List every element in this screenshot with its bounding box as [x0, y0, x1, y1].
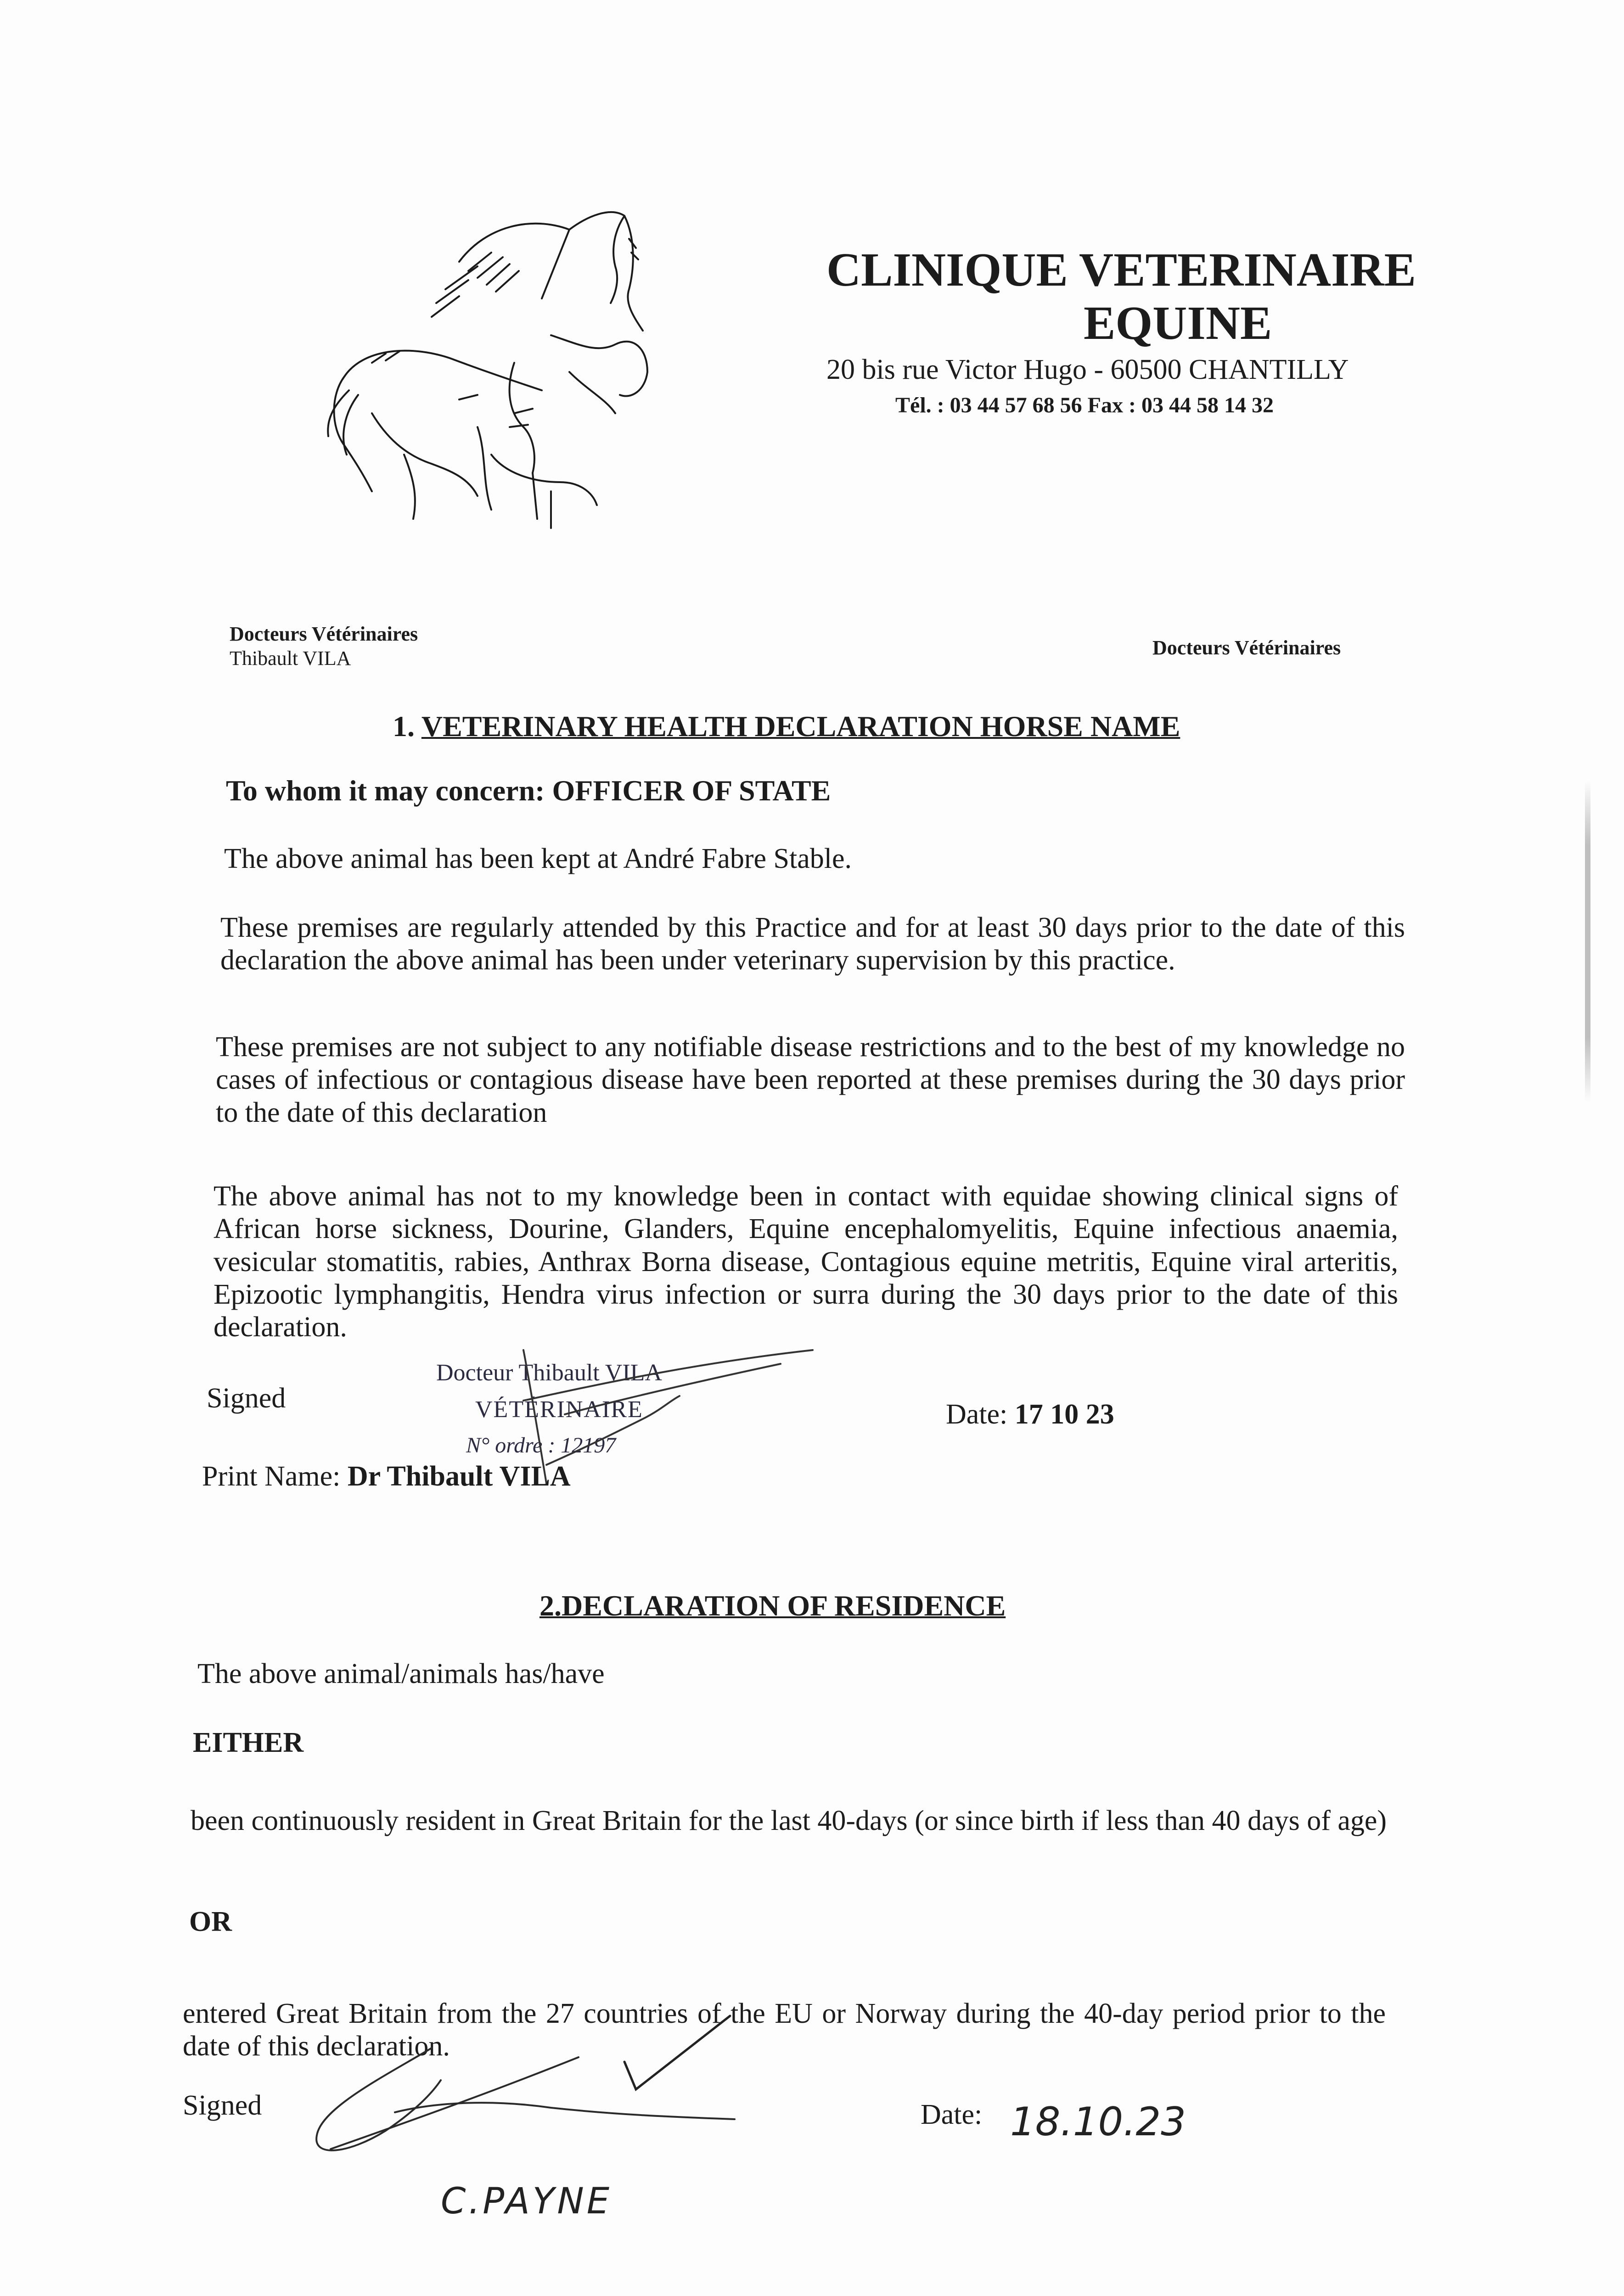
handwritten-name	[436, 2167, 647, 2232]
print-name	[202, 1460, 571, 1493]
stamp-line3: N° ordre : 12197	[466, 1433, 616, 1458]
option-resident: been continuously resident in Great Britain for the last 40-days (or since birth if less than 40 days of age)	[191, 1805, 1387, 1836]
section1-title	[393, 709, 1180, 743]
either-label: EITHER	[193, 1727, 304, 1758]
payne-signature	[294, 2039, 753, 2167]
clinic-phone-fax: Tél. : 03 44 57 68 56 Fax : 03 44 58 14 32	[895, 393, 1274, 417]
concern-line	[226, 774, 831, 808]
section2-intro: The above animal/animals has/have	[197, 1658, 605, 1689]
concern-value: OFFICER OF STATE	[552, 774, 831, 807]
scan-artifact	[1585, 781, 1590, 1102]
print-name-value: Dr Thibault VILA	[347, 1461, 571, 1492]
section2-date-handwritten	[1010, 2092, 1203, 2151]
handwritten-name-text: C.PAYNE	[441, 2181, 613, 2222]
section2-date-text: 18.10.23	[1010, 2099, 1186, 2145]
clinic-address: 20 bis rue Victor Hugo - 60500 CHANTILLY	[826, 354, 1349, 385]
section1-date	[946, 1398, 1114, 1431]
section1-date-label: Date:	[946, 1399, 1008, 1430]
vet-doctors-left	[230, 622, 418, 671]
section1-title-text: VETERINARY HEALTH DECLARATION HORSE NAME	[421, 710, 1180, 743]
paragraph-restrictions: These premises are not subject to any notifiable disease restrictions and to the best of my knowledge no cases of infectious or contagious disease have been reported at these premises during the 30 days prior to the date of this declaration	[216, 1031, 1405, 1128]
vet-doctors-heading: Docteurs Vétérinaires	[230, 623, 418, 645]
section1-number: 1.	[393, 710, 421, 743]
clinic-name-line2: EQUINE	[1084, 297, 1272, 350]
concern-label: To whom it may concern:	[226, 774, 545, 807]
section1-date-value: 17 10 23	[1014, 1399, 1114, 1430]
horse-drawing-icon	[294, 197, 707, 537]
section2-signed-label: Signed	[183, 2090, 262, 2121]
section2-title: 2.DECLARATION OF RESIDENCE	[539, 1589, 1006, 1622]
stamp-line1: Docteur Thibault VILA	[436, 1360, 662, 1386]
paragraph-diseases: The above animal has not to my knowledge been in contact with equidae showing clinical signs of African horse sickness, Dourine, Glanders, Equine encephalomyelitis, Equine infectious anaemia, vesicular stomatitis, rabies, Anthrax Borna disease, Contagious equine metritis, Equine viral arteritis, Epizootic lymphangitis, Hendra virus infection or surra during the 30 days prior to the date of this declaration.	[214, 1181, 1398, 1343]
stamp-line2: VÉTÉRINAIRE	[475, 1396, 643, 1423]
clinic-name-line1: CLINIQUE VETERINAIRE	[826, 243, 1416, 296]
or-label: OR	[189, 1906, 232, 1937]
section1-signed-label: Signed	[207, 1383, 286, 1414]
vet-doctors-right: Docteurs Vétérinaires	[1152, 636, 1341, 659]
section2-date-label: Date:	[921, 2099, 983, 2130]
print-name-label: Print Name:	[202, 1461, 341, 1492]
paragraph-stable: The above animal has been kept at André Fabre Stable.	[224, 843, 852, 874]
paragraph-supervision: These premises are regularly attended by this Practice and for at least 30 days prior to the date of this declaration the above animal has been under veterinary supervision by this practice.	[220, 912, 1405, 976]
vet-doctor-name: Thibault VILA	[230, 647, 351, 670]
clinic-name	[826, 243, 1423, 350]
option-entered: entered Great Britain from the 27 countries of the EU or Norway during the 40-day period prior to the date of this declaration.	[183, 1998, 1386, 2062]
